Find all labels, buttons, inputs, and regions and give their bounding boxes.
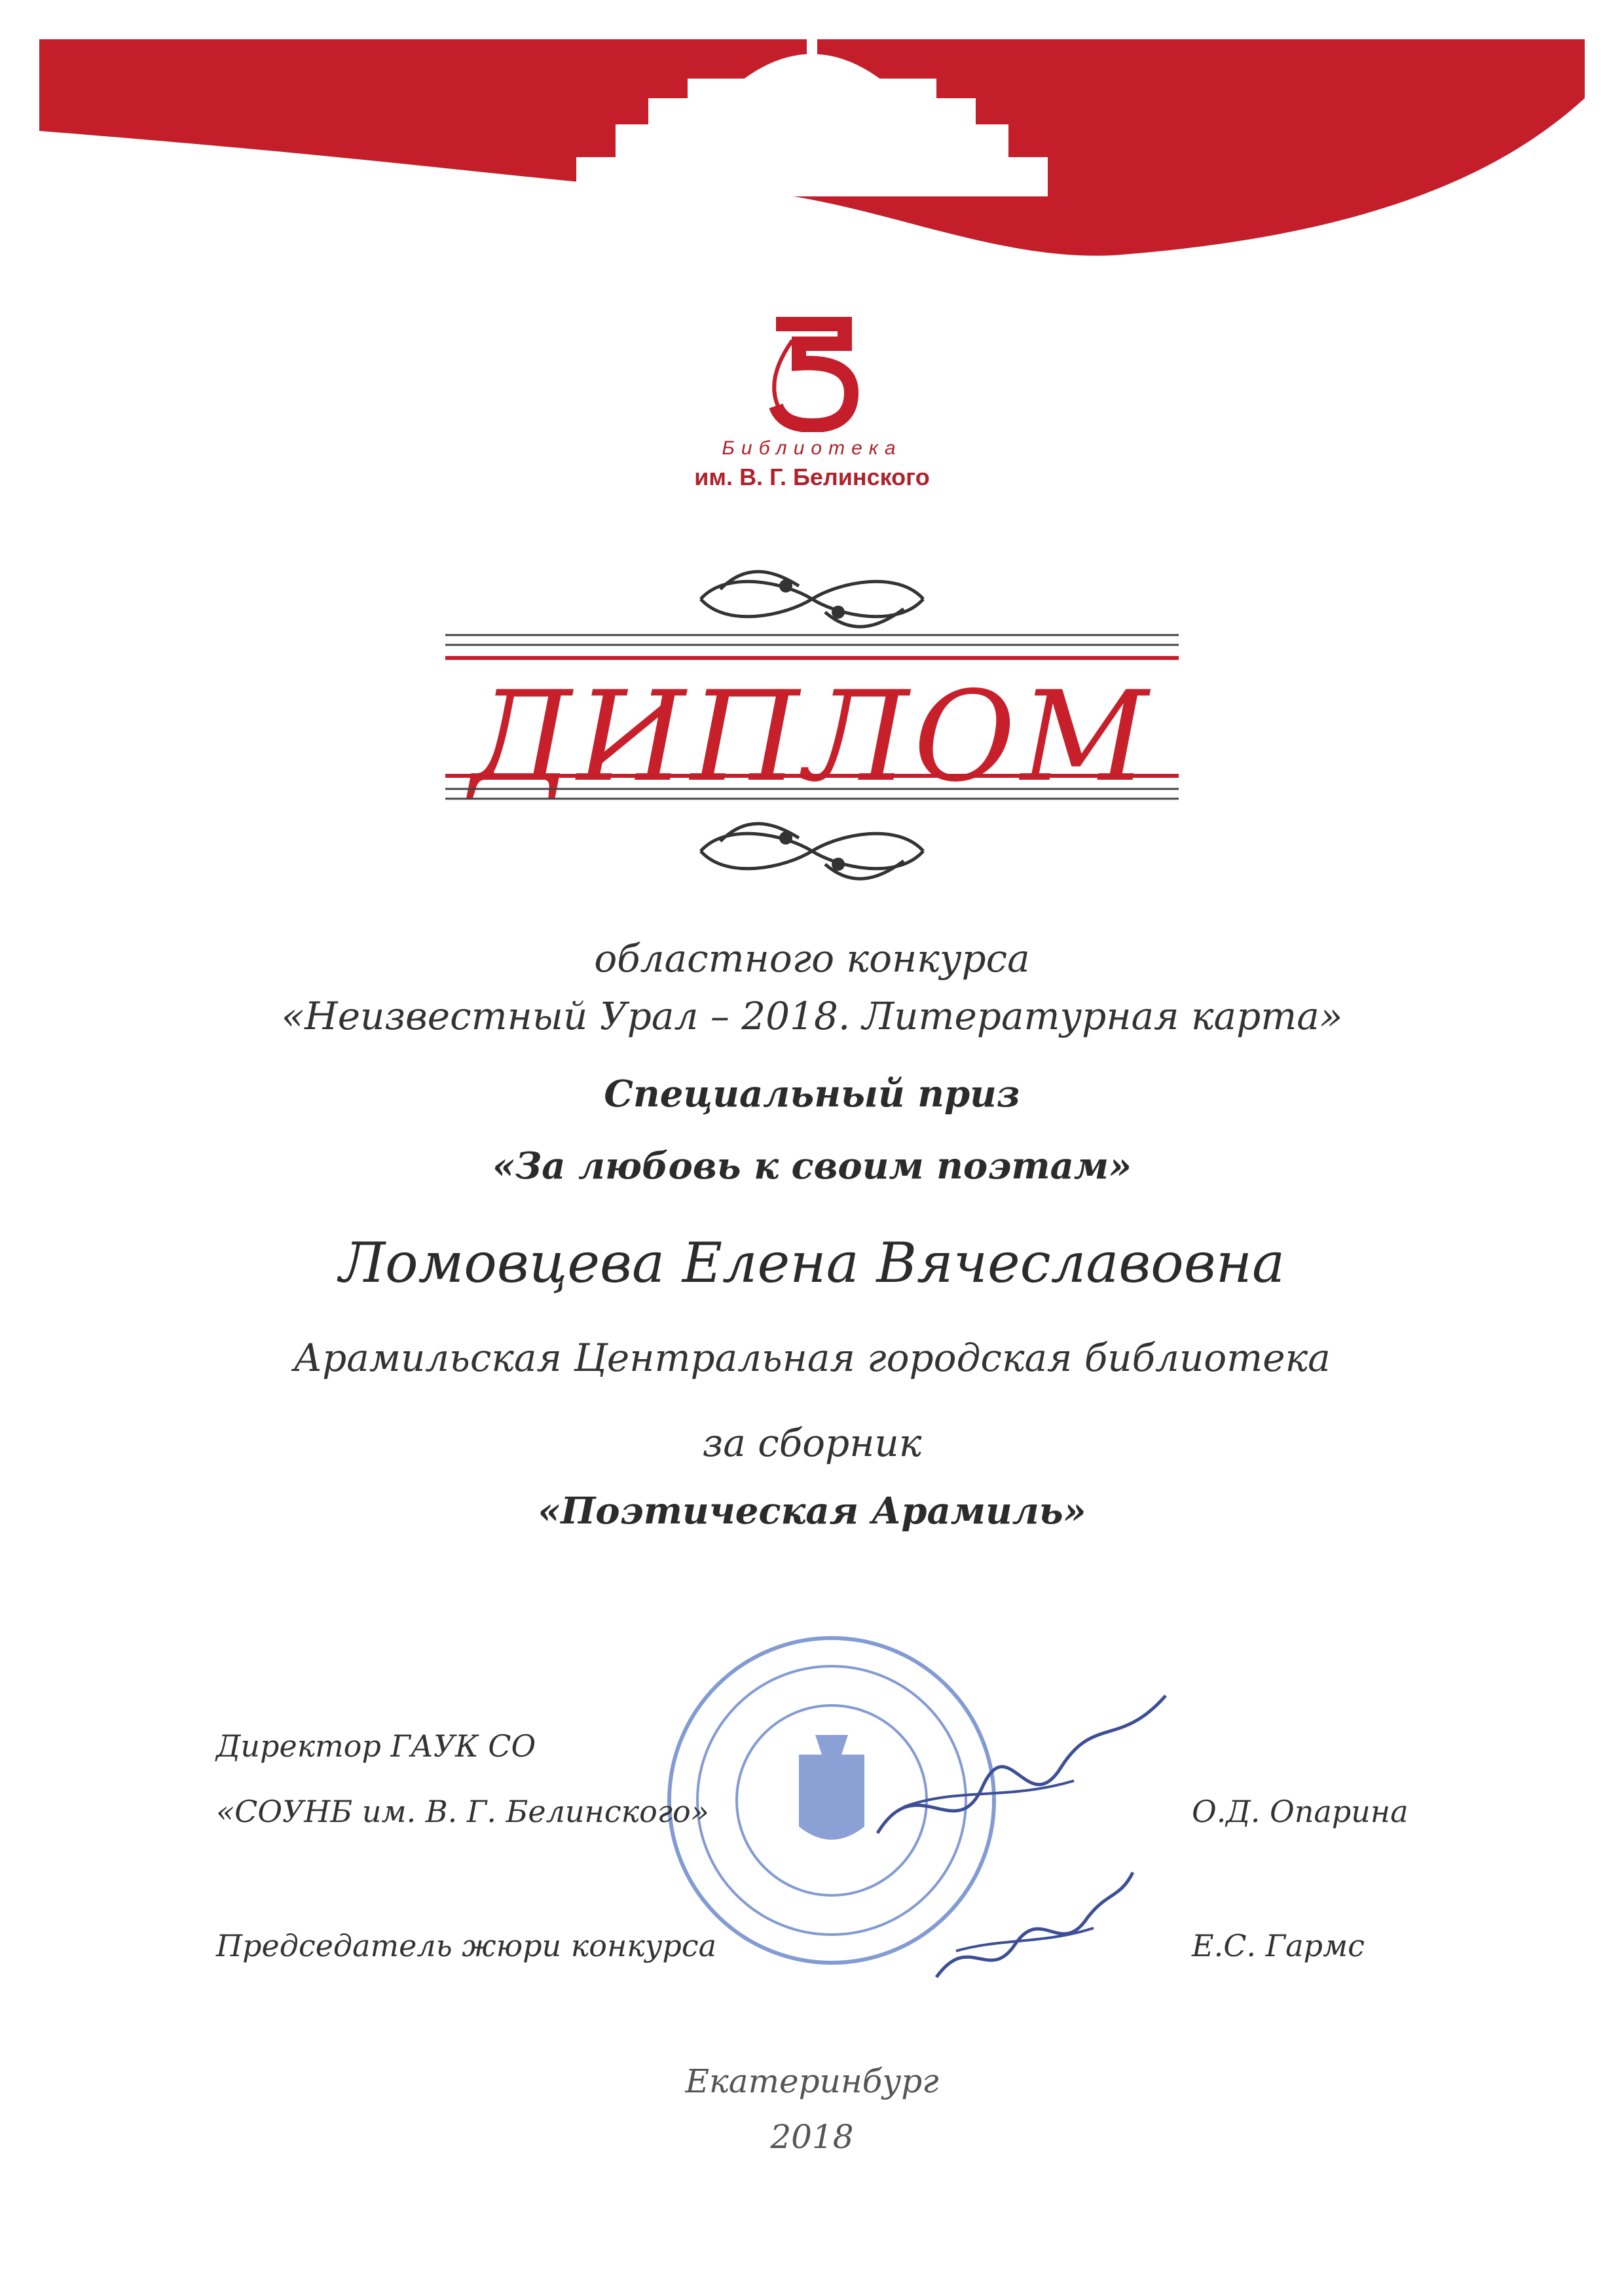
logo-line-1: Библиотека bbox=[722, 437, 902, 459]
library-logo-icon bbox=[720, 314, 904, 432]
jury-name: Е.С. Гармс bbox=[1192, 1928, 1365, 1963]
director-title-1: Директор ГАУК СО bbox=[216, 1728, 536, 1764]
director-name: О.Д. Опарина bbox=[1192, 1794, 1409, 1829]
recipient-name: Ломовцева Елена Вячеславовна bbox=[339, 1231, 1285, 1295]
top-ornament bbox=[445, 550, 1179, 668]
footer-city: Екатеринбург bbox=[685, 2062, 939, 2100]
for-line: за сборник bbox=[702, 1421, 922, 1465]
jury-title: Председатель жюри конкурса bbox=[216, 1928, 717, 1963]
header-banner bbox=[0, 0, 1624, 275]
contest-line-2: «Неизвестный Урал – 2018. Литературная карта» bbox=[281, 994, 1343, 1038]
logo-line-2: им. В. Г. Белинского bbox=[694, 464, 930, 490]
director-title-2: «СОУНБ им. В. Г. Белинского» bbox=[216, 1794, 709, 1829]
contest-line-1: областного конкурса bbox=[594, 936, 1030, 981]
prize-line-2: «За любовь к своим поэтам» bbox=[492, 1144, 1132, 1188]
signature-jury bbox=[930, 1866, 1139, 1990]
signature-director bbox=[864, 1689, 1179, 1859]
footer-year: 2018 bbox=[770, 2118, 854, 2156]
library-logo bbox=[720, 314, 904, 432]
prize-line-1: Специальный приз bbox=[604, 1072, 1020, 1116]
recipient-organization: Арамильская Центральная городская библиотека bbox=[293, 1336, 1331, 1380]
work-title: «Поэтическая Арамиль» bbox=[538, 1489, 1086, 1533]
document-title: ДИПЛОМ bbox=[470, 665, 1154, 809]
bottom-ornament bbox=[445, 766, 1179, 897]
